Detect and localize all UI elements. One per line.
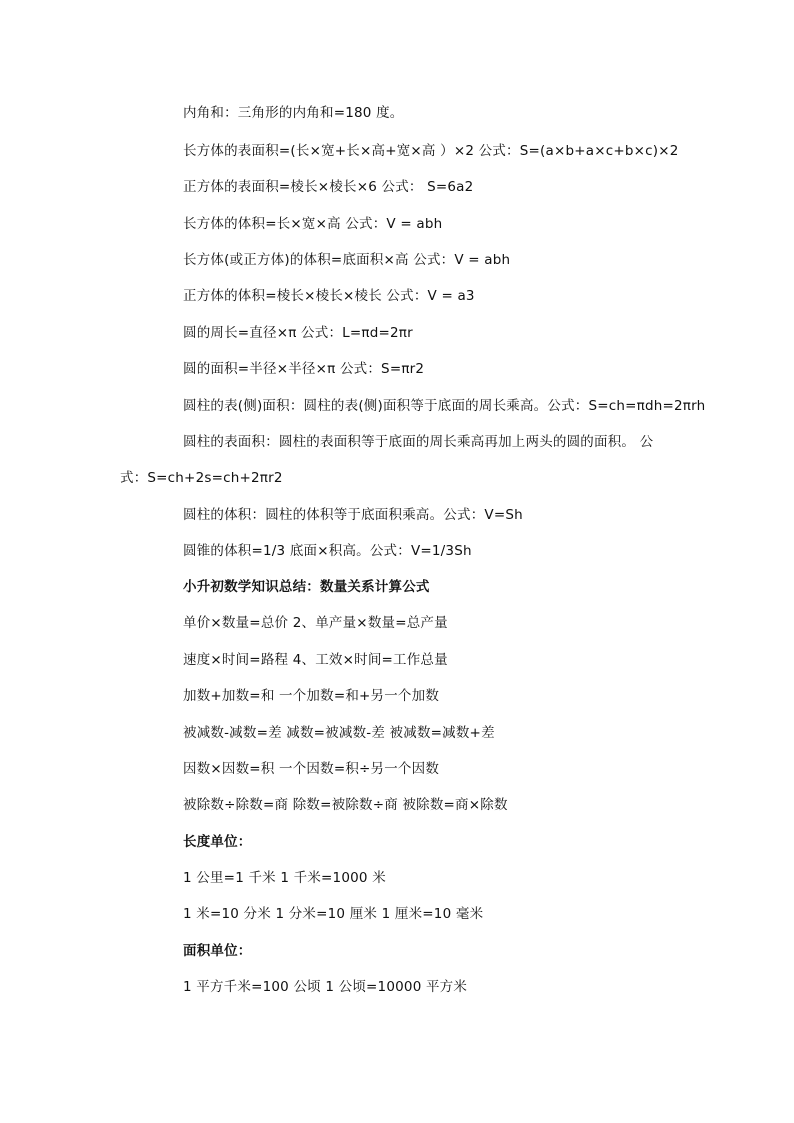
text-line-cylinder-lateral-area: 圆柱的表(侧)面积：圆柱的表(侧)面积等于底面的周长乘高。公式：S=ch=πdh=2πrh — [183, 398, 706, 414]
text-line-length-km: 1 公里=1 千米 1 千米=1000 米 — [183, 870, 386, 886]
text-line-price-quantity: 单价×数量=总价 2、单产量×数量=总产量 — [183, 615, 448, 631]
section-heading-area-units: 面积单位： — [183, 943, 252, 959]
text-line-cylinder-surface-area: 圆柱的表面积：圆柱的表面积等于底面的周长乘高再加上两头的圆的面积。 公 — [183, 434, 654, 450]
text-line-cuboid-surface-area: 长方体的表面积=(长×宽+长×高+宽×高 ）×2 公式：S=(a×b+a×c+b×c)×2 — [183, 143, 679, 159]
section-heading-length-units: 长度单位： — [183, 834, 252, 850]
text-line-multiplication: 因数×因数=积 一个因数=积÷另一个因数 — [183, 761, 440, 777]
text-line-subtraction: 被减数-减数=差 减数=被减数-差 被减数=减数+差 — [183, 725, 495, 741]
text-line-circle-area: 圆的面积=半径×半径×π 公式：S=πr2 — [183, 361, 425, 377]
text-line-interior-angle: 内角和：三角形的内角和=180 度。 — [183, 105, 404, 121]
text-line-addition: 加数+加数=和 一个加数=和+另一个加数 — [183, 688, 440, 704]
text-line-division: 被除数÷除数=商 除数=被除数÷商 被除数=商×除数 — [183, 797, 508, 813]
text-line-cylinder-volume: 圆柱的体积：圆柱的体积等于底面积乘高。公式：V=Sh — [183, 507, 523, 523]
text-line-cube-surface-area: 正方体的表面积=棱长×棱长×6 公式： S=6a2 — [183, 179, 474, 195]
text-line-length-m: 1 米=10 分米 1 分米=10 厘米 1 厘米=10 毫米 — [183, 906, 484, 922]
text-line-area-units: 1 平方千米=100 公顷 1 公顷=10000 平方米 — [183, 979, 468, 995]
text-line-circle-circumference: 圆的周长=直径×π 公式：L=πd=2πr — [183, 325, 413, 341]
text-line-cone-volume: 圆锥的体积=1/3 底面×积高。公式：V=1/3Sh — [183, 543, 472, 559]
text-line-cylinder-surface-area-continued: 式：S=ch+2s=ch+2πr2 — [120, 470, 283, 486]
text-line-cube-volume: 正方体的体积=棱长×棱长×棱长 公式：V = a3 — [183, 288, 475, 304]
section-heading-quantity-relations: 小升初数学知识总结：数量关系计算公式 — [183, 579, 430, 595]
text-line-cuboid-or-cube-volume: 长方体(或正方体)的体积=底面积×高 公式：V = abh — [183, 252, 511, 268]
text-line-speed-time: 速度×时间=路程 4、工效×时间=工作总量 — [183, 652, 448, 668]
text-line-cuboid-volume: 长方体的体积=长×宽×高 公式：V = abh — [183, 216, 443, 232]
